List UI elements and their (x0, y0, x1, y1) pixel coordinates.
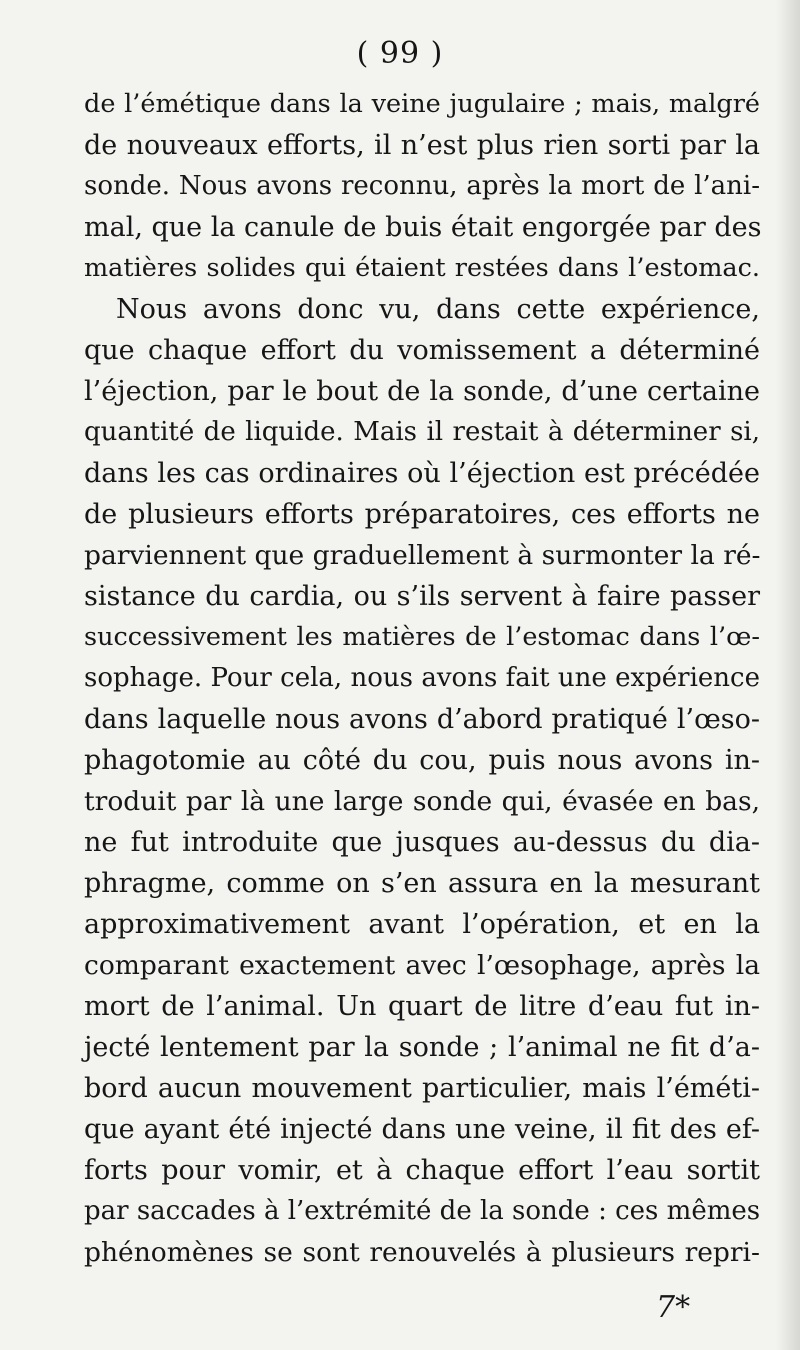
text-line: de plusieurs efforts préparatoires, ces efforts ne (84, 499, 760, 530)
text-line: bord aucun mouvement particulier, mais l’éméti- (84, 1073, 760, 1104)
signature-mark: 7* (656, 1290, 691, 1325)
page-number: ( 99 ) (356, 36, 444, 71)
text-line: l’éjection, par le bout de la sonde, d’une certaine (84, 376, 760, 407)
text-line: mal, que la canule de buis était engorgée par des (84, 212, 762, 243)
text-line: successivement les matières de l’estomac dans l’œ- (84, 622, 760, 652)
body-text (84, 84, 760, 1273)
text-line: quantité de liquide. Mais il restait à déterminer si, (84, 417, 760, 447)
text-line: phragme, comme on s’en assura en la mesurant (84, 868, 760, 899)
text-line: par saccades à l’extrémité de la sonde : ces mêmes (84, 1196, 761, 1226)
text-line: dans laquelle nous avons d’abord pratiqué l’œso- (84, 704, 760, 735)
text-line: sistance du cardia, ou s’ils servent à faire passer (84, 581, 760, 612)
text-line: que ayant été injecté dans une veine, il fit des ef- (84, 1114, 760, 1145)
text-line: ne fut introduite que jusques au-dessus du dia- (84, 827, 760, 858)
text-line: jecté lentement par la sonde ; l’animal ne fit d’a- (84, 1032, 760, 1063)
text-line: de l’émétique dans la veine jugulaire ; mais, malgré (84, 89, 760, 119)
text-line: matières solides qui étaient restées dans l’estomac. (84, 253, 760, 283)
text-line: Nous avons donc vu, dans cette expérience, (116, 294, 760, 325)
text-line: phagotomie au côté du cou, puis nous avons in- (84, 745, 760, 776)
text-line: mort de l’animal. Un quart de litre d’eau fut in- (84, 991, 760, 1022)
text-line: sophage. Pour cela, nous avons fait une expérience (84, 663, 760, 693)
text-line: phénomènes se sont renouvelés à plusieurs repri- (84, 1237, 760, 1268)
text-line: sonde. Nous avons reconnu, après la mort de l’ani- (84, 171, 760, 201)
text-line: troduit par là une large sonde qui, évasée en bas, (84, 786, 760, 817)
text-line: de nouveaux efforts, il n’est plus rien sorti par la (84, 130, 760, 161)
text-line: parviennent que graduellement à surmonter la ré- (84, 540, 761, 571)
text-line: comparant exactement avec l’œsophage, après la (84, 950, 760, 981)
text-line: forts pour vomir, et à chaque effort l’eau sortit (84, 1155, 760, 1186)
text-line: approximativement avant l’opération, et en la (84, 909, 760, 940)
text-line: que chaque effort du vomissement a déterminé (84, 335, 760, 366)
text-line: dans les cas ordinaires où l’éjection est précédée (84, 458, 760, 489)
